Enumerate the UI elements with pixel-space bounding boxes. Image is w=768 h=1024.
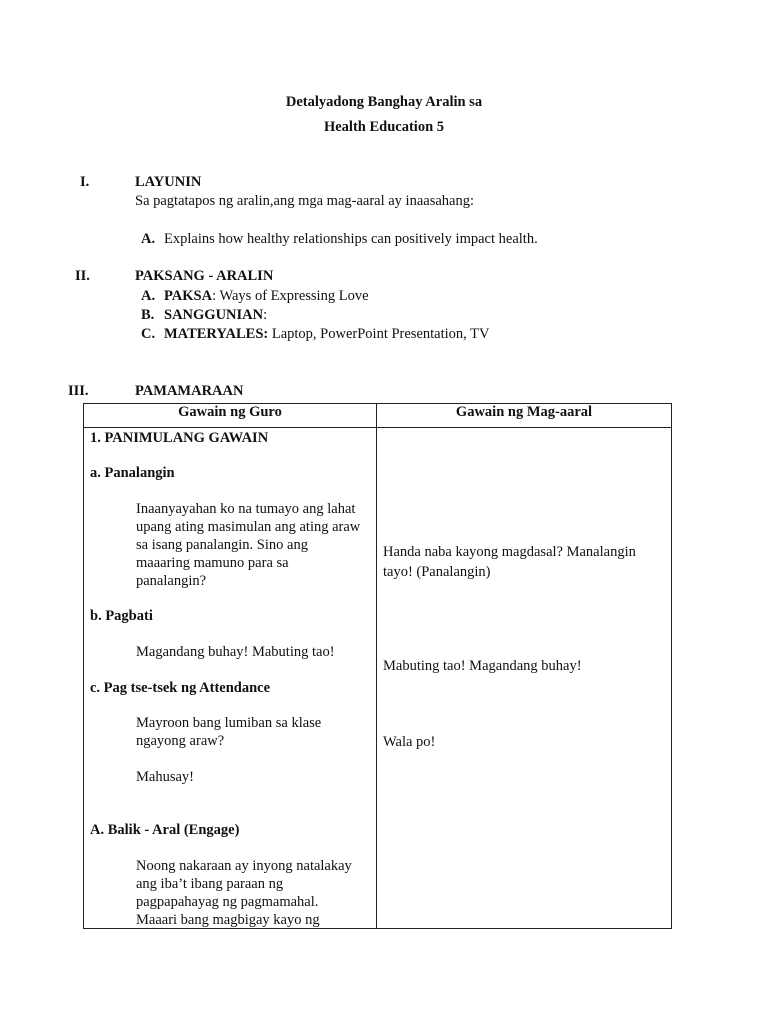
text-line: ang iba’t ibang paraan ng xyxy=(136,876,284,892)
section-numeral: III. xyxy=(68,383,89,399)
item-text: Explains how healthy relationships can positively impact health. xyxy=(164,231,538,247)
teacher-cell xyxy=(84,428,377,929)
section-intro: Sa pagtatapos ng aralin,ang mga mag-aaral ay inaasahang: xyxy=(135,193,475,209)
item-letter: A. xyxy=(141,231,156,247)
item-letter: C. xyxy=(141,326,156,342)
title-line-2: Health Education 5 xyxy=(323,119,445,135)
item-letter: B. xyxy=(141,307,155,323)
item-paksa xyxy=(164,288,369,305)
student-cell xyxy=(377,428,672,929)
lesson-table xyxy=(83,403,672,929)
text-line: upang ating masimulan ang ating araw xyxy=(136,519,361,535)
table-header-row xyxy=(84,404,672,428)
item-letter: A. xyxy=(141,288,156,304)
item-materyales xyxy=(164,326,489,343)
text-line: Handa naba kayong magdasal? Manalangin xyxy=(383,544,636,560)
section-numeral: II. xyxy=(75,268,90,284)
heading-attendance: c. Pag tse-tsek ng Attendance xyxy=(90,680,271,696)
item-label: PAKSA xyxy=(164,288,213,304)
text-line: maaaring mamuno para sa xyxy=(136,555,289,571)
section-numeral: I. xyxy=(80,174,90,190)
section-heading: PAKSANG - ARALIN xyxy=(135,268,274,284)
heading-panalangin: a. Panalangin xyxy=(90,465,175,481)
item-sanggunian xyxy=(164,307,267,324)
text-line: Magandang buhay! Mabuting tao! xyxy=(136,644,335,660)
text-line: sa isang panalangin. Sino ang xyxy=(136,537,308,553)
item-value: : xyxy=(263,307,268,323)
header-teacher: Gawain ng Guro xyxy=(84,404,377,428)
heading-balik-aral: A. Balik - Aral (Engage) xyxy=(90,822,240,838)
text-line: panalangin? xyxy=(136,573,207,589)
heading-pagbati: b. Pagbati xyxy=(90,608,153,624)
heading-panimulang-gawain: 1. PANIMULANG GAWAIN xyxy=(90,430,269,446)
item-value: : Ways of Expressing Love xyxy=(212,288,369,304)
item-label: MATERYALES: xyxy=(164,326,269,342)
title-line-1: Detalyadong Banghay Aralin sa xyxy=(285,94,483,110)
section-heading: LAYUNIN xyxy=(135,174,202,190)
item-value: Laptop, PowerPoint Presentation, TV xyxy=(268,326,490,342)
item-label: SANGGUNIAN xyxy=(164,307,264,323)
text-line: Mahusay! xyxy=(136,769,194,785)
text-line: pagpapahayag ng pagmamahal. xyxy=(136,894,319,910)
text-line: Wala po! xyxy=(383,734,436,750)
header-student: Gawain ng Mag-aaral xyxy=(377,404,672,428)
text-line: Mabuting tao! Magandang buhay! xyxy=(383,658,582,674)
text-line: Inaanyayahan ko na tumayo ang lahat xyxy=(136,501,356,517)
table-row xyxy=(84,428,672,929)
section-heading: PAMAMARAAN xyxy=(135,383,244,399)
text-line: ngayong araw? xyxy=(136,733,225,749)
text-line: Maaari bang magbigay kayo ng xyxy=(136,912,320,928)
text-line: tayo! (Panalangin) xyxy=(383,564,491,580)
text-line: Noong nakaraan ay inyong natalakay xyxy=(136,858,352,874)
text-line: Mayroon bang lumiban sa klase xyxy=(136,715,322,731)
